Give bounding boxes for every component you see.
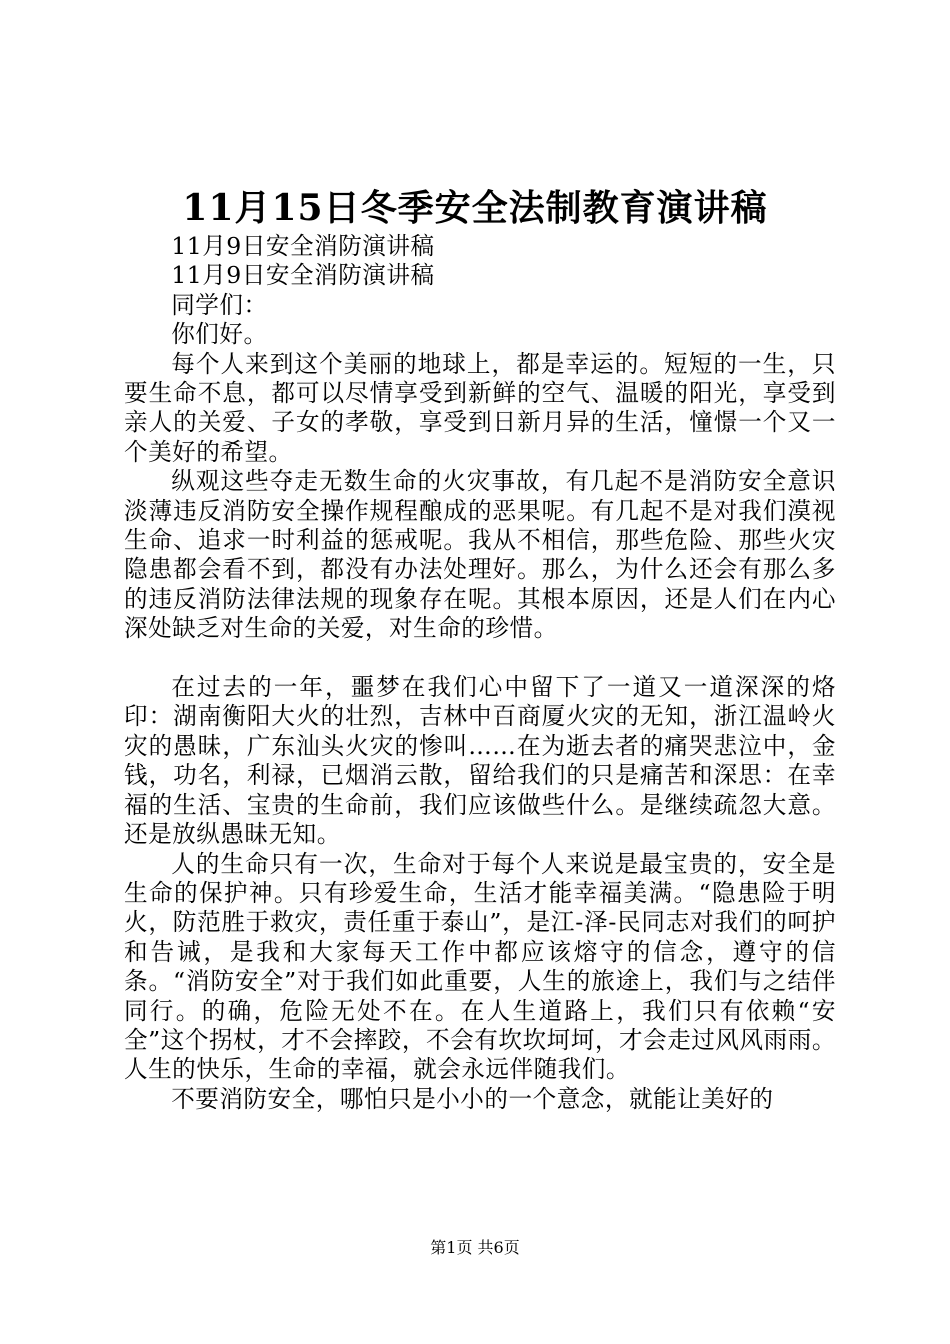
document-title: 11月15日冬季安全法制教育演讲稿 xyxy=(182,187,768,229)
paragraph: 纵观这些夺走无数生命的火灾事故，有几起不是消防安全意识淡薄违反消防安全操作规程酿成的恶果呢。有几起不是对我们漠视生命、追求一时利益的惩戒呢。我从不相信，那些危险、那些火灾隐患都会看不到，都没有办法处理好。那么，为什么还会有那么多的违反消防法律法规的现象存在呢。其根本原因，还是人们在内心深处缺乏对生命的关爱，对生命的珍惜。 xyxy=(124,467,836,643)
paragraph: 每个人来到这个美丽的地球上，都是幸运的。短短的一生，只要生命不息，都可以尽情享受到新鲜的空气、温暖的阳光，享受到亲人的关爱、子女的孝敬，享受到日新月异的生活，憧憬一个又一个美好的希望。 xyxy=(124,349,836,466)
paragraph: 人的生命只有一次，生命对于每个人来说是最宝贵的，安全是生命的保护神。只有珍爱生命，生活才能幸福美满。“隐患险于明火，防范胜于救灾，责任重于泰山”，是江-泽-民同志对我们的呵护和告诫，是我和大家每天工作中都应该熔守的信念，遵守的信条。“消防安全”对于我们如此重要，人生的旅途上，我们与之结伴同行。的确，危险无处不在。在人生道路上，我们只有依赖“安全”这个拐杖，才不会摔跤，不会有坎坎坷坷，才会走过风风雨雨。人生的快乐，生命的幸福，就会永远伴随我们。 xyxy=(124,849,836,1084)
page-number-footer: 第1页 共6页 xyxy=(430,1238,520,1257)
paragraph: 11月9日安全消防演讲稿 xyxy=(171,261,435,290)
paragraph: 不要消防安全，哪怕只是小小的一个意念，就能让美好的 xyxy=(171,1084,774,1113)
document-body xyxy=(124,232,836,1114)
paragraph: 在过去的一年，噩梦在我们心中留下了一道又一道深深的烙印：湖南衡阳大火的壮烈，吉林中百商厦火灾的无知，浙江温岭火灾的愚昧，广东汕头火灾的惨叫……在为逝去者的痛哭悲泣中，金钱，功名，利禄，已烟消云散，留给我们的只是痛苦和深思：在幸福的生活、宝贵的生命前，我们应该做些什么。是继续疏忽大意。还是放纵愚昧无知。 xyxy=(124,673,836,849)
paragraph: 你们好。 xyxy=(171,320,268,349)
paragraph: 11月9日安全消防演讲稿 xyxy=(171,232,435,260)
paragraph: 同学们： xyxy=(171,290,268,319)
